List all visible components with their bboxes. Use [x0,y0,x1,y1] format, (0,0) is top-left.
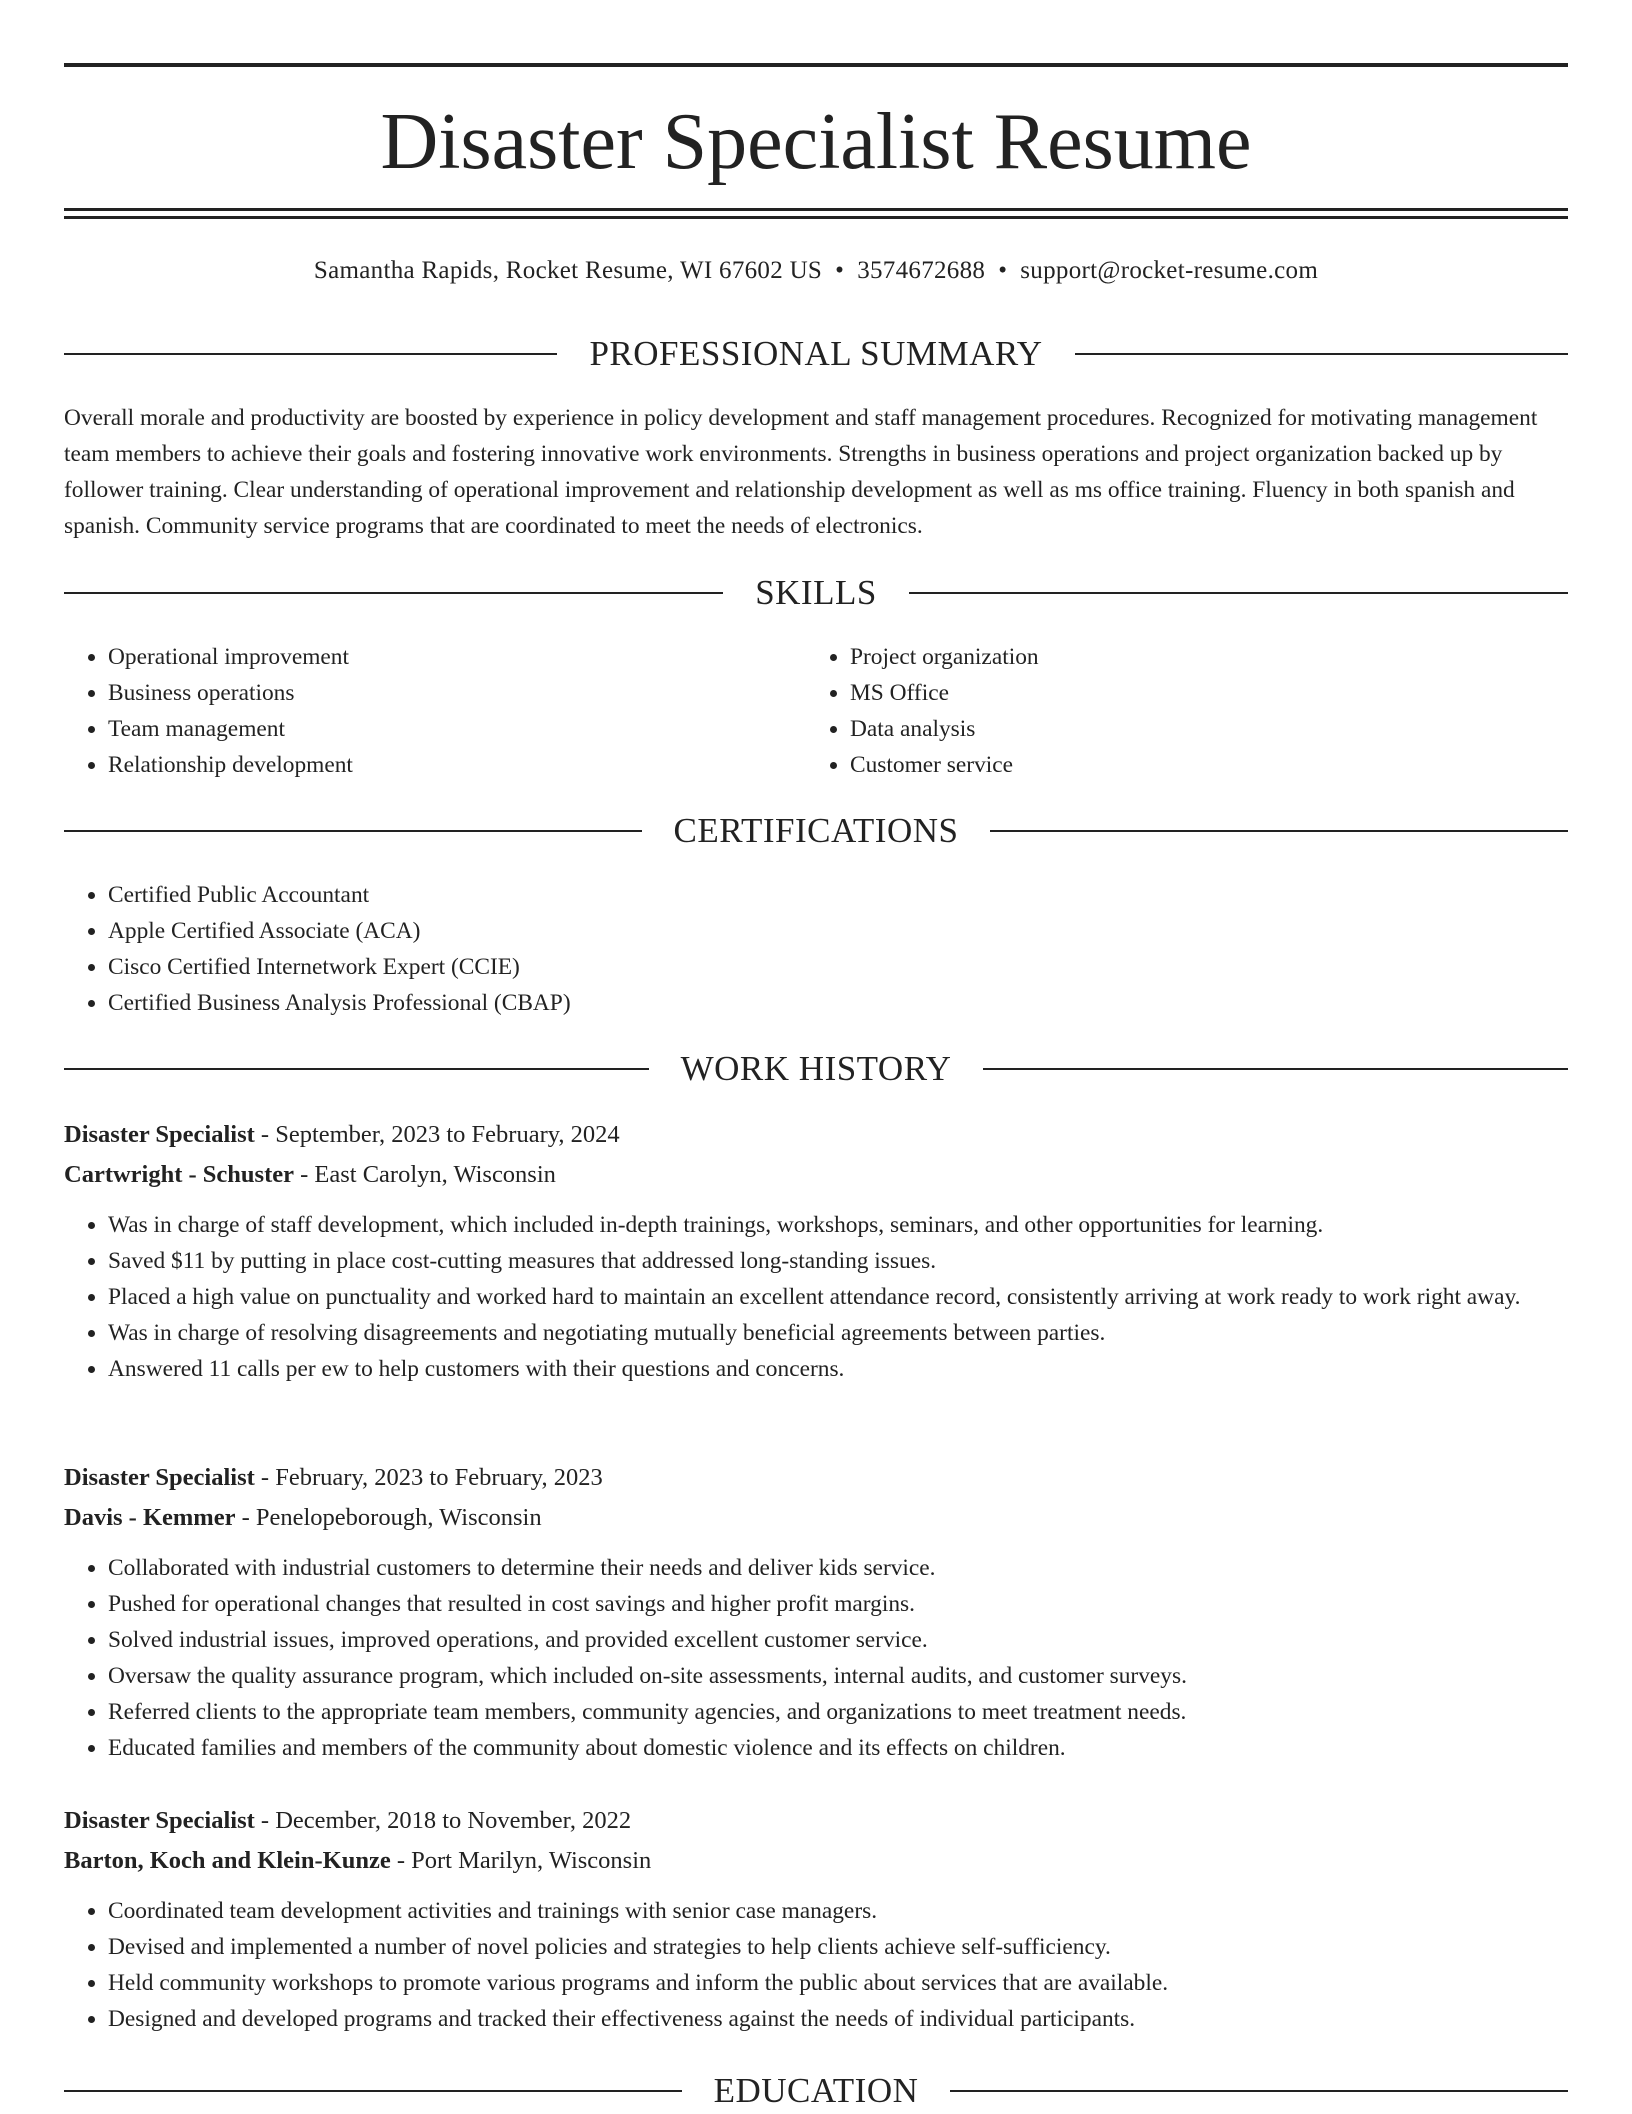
section-heading-education [64,2068,1568,2114]
job-bullet: • Devised and implemented a number of novel policies and strategies to help clients achieve self-sufficiency. [108,1929,1568,1965]
job-bullet: • Pushed for operational changes that resulted in cost savings and higher profit margins. [108,1586,1568,1622]
divider-line [950,2090,1568,2092]
skill-item: • Team management [108,711,806,747]
section-title: SKILLS [755,573,877,612]
contact-line [64,253,1568,289]
page-title: Disaster Specialist Resume [380,98,1252,186]
section-heading-summary [64,331,1568,377]
job-bullet: • Referred clients to the appropriate team members, community agencies, and organizations to meet treatment needs. [108,1694,1568,1730]
job-bullet: • Solved industrial issues, improved operations, and provided excellent customer service. [108,1622,1568,1658]
job-bullet: • Placed a high value on punctuality and worked hard to maintain an excellent attendance record, consistently arriving at work ready to work right away. [108,1279,1568,1315]
job-bullet: • Oversaw the quality assurance program, which included on-site assessments, internal audits, and customer surveys. [108,1658,1568,1694]
top-rule [64,63,1568,67]
skill-item: • Project organization [850,639,1548,675]
skill-item: • Operational improvement [108,639,806,675]
section-title: CERTIFICATIONS [673,811,959,850]
skill-item: • MS Office [850,675,1548,711]
job-bullet: • Was in charge of resolving disagreements and negotiating mutually beneficial agreements between parties. [108,1315,1568,1351]
certifications-list [64,877,1568,1021]
job-bullets [64,1207,1568,1387]
skill-item: • Data analysis [850,711,1548,747]
job-title: Disaster Specialist [64,1464,255,1491]
divider-line [1075,353,1568,355]
job-title: Disaster Specialist [64,1807,255,1834]
divider-line [64,1068,649,1070]
divider-line [64,2090,682,2092]
certification-item: • Cisco Certified Internetwork Expert (CCIE) [108,949,1568,985]
job-company-line [64,1841,1568,1881]
certification-item: • Certified Business Analysis Professional (CBAP) [108,985,1568,1021]
job-title-line [64,1115,1568,1155]
certification-item: • Apple Certified Associate (ACA) [108,913,1568,949]
job-bullets [64,1550,1568,1766]
contact-address: Samantha Rapids, Rocket Resume, WI 67602 US [313,257,823,284]
section-title: PROFESSIONAL SUMMARY [589,334,1043,373]
contact-separator: • [998,257,1008,284]
job-entry [64,1458,1568,1766]
job-entry [64,1801,1568,2037]
divider-line [64,353,557,355]
skill-item: • Customer service [850,747,1548,783]
title-rule-lower [64,216,1568,219]
skill-item: • Relationship development [108,747,806,783]
job-company-line [64,1498,1568,1538]
skill-item: • Business operations [108,675,806,711]
job-title: Disaster Specialist [64,1121,255,1148]
job-bullet: • Was in charge of staff development, which included in-depth trainings, workshops, seminars, and other opportunities for learning. [108,1207,1568,1243]
title-rule-upper [64,208,1568,211]
divider-line [64,830,642,832]
section-heading-work-history [64,1046,1568,1092]
job-bullet: • Answered 11 calls per ew to help customers with their questions and concerns. [108,1351,1568,1387]
job-company-line [64,1155,1568,1195]
skills-list [64,639,1568,783]
section-title: WORK HISTORY [680,1049,952,1088]
skills-column-right [806,639,1548,783]
job-bullet: • Collaborated with industrial customers to determine their needs and deliver kids service. [108,1550,1568,1586]
job-bullets [64,1893,1568,2037]
job-location: - Port Marilyn, Wisconsin [396,1847,652,1874]
divider-line [990,830,1568,832]
summary-text: Overall morale and productivity are boosted by experience in policy development and staff management procedures. Recognized for motivating management team members to achieve their goals and fostering innovative work environments. Strengths in business operations and project organization backed up by follower training. Clear understanding of operational improvement and relationship development as well as ms office training. Fluency in both spanish and spanish. Community service programs that are coordinated to meet the needs of electronics. [64,405,1538,539]
skills-column-left [64,639,806,783]
job-company: Davis - Kemmer [64,1504,236,1531]
job-bullet: • Coordinated team development activities and trainings with senior case managers. [108,1893,1568,1929]
job-bullet: • Saved $11 by putting in place cost-cutting measures that addressed long-standing issues. [108,1243,1568,1279]
divider-line [64,592,723,594]
job-title-line [64,1458,1568,1498]
job-entry [64,1115,1568,1387]
contact-separator: • [835,257,845,284]
job-company: Barton, Koch and Klein-Kunze [64,1847,391,1874]
job-bullet: • Held community workshops to promote various programs and inform the public about services that are available. [108,1965,1568,2001]
section-title: EDUCATION [713,2071,919,2110]
contact-phone: 3574672688 [857,257,986,284]
divider-line [983,1068,1568,1070]
job-title-line [64,1801,1568,1841]
job-bullet: • Designed and developed programs and tracked their effectiveness against the needs of individual participants. [108,2001,1568,2037]
job-company: Cartwright - Schuster [64,1161,294,1188]
job-dates: - December, 2018 to November, 2022 [260,1807,632,1834]
contact-email: support@rocket-resume.com [1020,257,1319,284]
job-location: - Penelopeborough, Wisconsin [241,1504,542,1531]
section-heading-skills [64,570,1568,616]
certification-item: • Certified Public Accountant [108,877,1568,913]
divider-line [909,592,1568,594]
job-bullet: • Educated families and members of the community about domestic violence and its effects on children. [108,1730,1568,1766]
job-dates: - September, 2023 to February, 2024 [260,1121,620,1148]
job-dates: - February, 2023 to February, 2023 [260,1464,603,1491]
section-heading-certifications [64,808,1568,854]
job-location: - East Carolyn, Wisconsin [300,1161,556,1188]
